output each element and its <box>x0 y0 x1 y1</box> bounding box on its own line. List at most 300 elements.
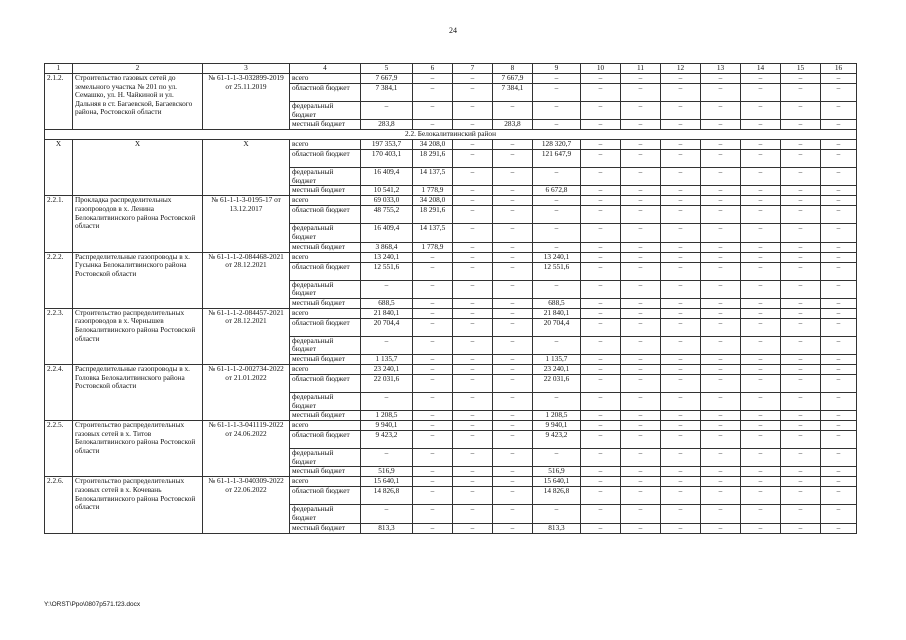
value-cell: – <box>821 308 857 318</box>
table-row <box>45 364 857 374</box>
value-cell: 170 403,1 <box>361 150 413 168</box>
value-cell: – <box>493 421 533 431</box>
value-cell: – <box>621 523 661 533</box>
value-cell: – <box>621 280 661 298</box>
column-number: 9 <box>533 64 581 74</box>
registration-number: № 61-1-1-3-041119-2022 от 24.06.2022 <box>203 421 290 477</box>
value-cell: – <box>621 150 661 168</box>
value-cell: – <box>661 262 701 280</box>
value-cell: – <box>821 168 857 186</box>
value-cell: – <box>581 196 621 206</box>
value-cell: – <box>621 487 661 505</box>
value-cell: – <box>781 477 821 487</box>
value-cell: – <box>413 252 453 262</box>
value-cell: – <box>361 449 413 467</box>
value-cell: – <box>361 505 413 523</box>
value-cell: – <box>621 354 661 364</box>
table-row <box>45 477 857 487</box>
table-row <box>45 252 857 262</box>
registration-number: № 61-1-1-3-032899-2019 от 25.11.2019 <box>203 74 290 130</box>
value-cell: – <box>701 150 741 168</box>
value-cell: – <box>701 487 741 505</box>
value-cell: – <box>581 318 621 336</box>
value-cell: – <box>581 298 621 308</box>
value-cell: – <box>741 252 781 262</box>
value-cell: – <box>581 84 621 102</box>
value-cell: – <box>661 411 701 421</box>
value-cell: – <box>413 392 453 410</box>
value-cell: – <box>741 374 781 392</box>
value-cell: 22 031,6 <box>533 374 581 392</box>
funding-source: областной бюджет <box>290 206 361 224</box>
value-cell: – <box>621 120 661 130</box>
value-cell: – <box>493 336 533 354</box>
value-cell: – <box>821 196 857 206</box>
value-cell: – <box>581 252 621 262</box>
value-cell: – <box>661 84 701 102</box>
value-cell: – <box>701 196 741 206</box>
funding-source: федеральный бюджет <box>290 449 361 467</box>
value-cell: 15 640,1 <box>533 477 581 487</box>
value-cell: – <box>621 392 661 410</box>
value-cell: – <box>413 84 453 102</box>
value-cell: – <box>821 84 857 102</box>
value-cell: 18 291,6 <box>413 150 453 168</box>
value-cell: – <box>701 74 741 84</box>
value-cell: – <box>621 298 661 308</box>
value-cell: 7 667,9 <box>361 74 413 84</box>
value-cell: – <box>453 308 493 318</box>
column-number: 12 <box>661 64 701 74</box>
value-cell: 121 647,9 <box>533 150 581 168</box>
value-cell: – <box>621 467 661 477</box>
value-cell: – <box>453 411 493 421</box>
value-cell: – <box>413 74 453 84</box>
value-cell: – <box>493 477 533 487</box>
value-cell: – <box>361 392 413 410</box>
value-cell: – <box>781 196 821 206</box>
value-cell: – <box>781 411 821 421</box>
value-cell: – <box>741 392 781 410</box>
value-cell: – <box>413 280 453 298</box>
value-cell: – <box>661 224 701 242</box>
funding-source: всего <box>290 364 361 374</box>
value-cell: – <box>453 421 493 431</box>
value-cell: 813,3 <box>361 523 413 533</box>
value-cell: – <box>741 411 781 421</box>
value-cell: – <box>781 84 821 102</box>
value-cell: – <box>581 505 621 523</box>
value-cell: 34 208,0 <box>413 140 453 150</box>
value-cell: 15 640,1 <box>361 477 413 487</box>
value-cell: – <box>701 318 741 336</box>
value-cell: 48 755,2 <box>361 206 413 224</box>
value-cell: – <box>453 186 493 196</box>
value-cell: 34 208,0 <box>413 196 453 206</box>
value-cell: – <box>701 411 741 421</box>
item-number: 2.1.2. <box>45 74 73 130</box>
value-cell: – <box>581 364 621 374</box>
value-cell: – <box>741 336 781 354</box>
value-cell: – <box>453 168 493 186</box>
value-cell: – <box>413 120 453 130</box>
value-cell: – <box>701 186 741 196</box>
funding-source: местный бюджет <box>290 523 361 533</box>
value-cell: – <box>581 140 621 150</box>
value-cell: – <box>701 523 741 533</box>
value-cell: 69 033,0 <box>361 196 413 206</box>
value-cell: – <box>741 523 781 533</box>
value-cell: – <box>493 280 533 298</box>
value-cell: – <box>701 168 741 186</box>
value-cell: – <box>821 140 857 150</box>
value-cell: – <box>741 308 781 318</box>
value-cell: – <box>741 186 781 196</box>
value-cell: – <box>493 140 533 150</box>
value-cell: – <box>661 168 701 186</box>
value-cell: – <box>533 449 581 467</box>
value-cell: – <box>621 102 661 120</box>
value-cell: – <box>701 102 741 120</box>
value-cell: – <box>741 449 781 467</box>
value-cell: – <box>453 392 493 410</box>
value-cell: 9 423,2 <box>361 431 413 449</box>
value-cell: – <box>821 505 857 523</box>
value-cell: – <box>413 421 453 431</box>
value-cell: – <box>493 364 533 374</box>
value-cell: – <box>453 487 493 505</box>
value-cell: – <box>581 421 621 431</box>
value-cell: 21 840,1 <box>533 308 581 318</box>
value-cell: – <box>781 224 821 242</box>
value-cell: – <box>581 523 621 533</box>
column-number: 13 <box>701 64 741 74</box>
value-cell: – <box>701 298 741 308</box>
value-cell: – <box>453 467 493 477</box>
value-cell: 12 551,6 <box>361 262 413 280</box>
value-cell: – <box>533 120 581 130</box>
table-row <box>45 74 857 84</box>
value-cell: – <box>661 74 701 84</box>
value-cell: – <box>413 318 453 336</box>
value-cell: – <box>781 186 821 196</box>
value-cell: – <box>661 120 701 130</box>
value-cell: – <box>781 449 821 467</box>
value-cell: – <box>821 411 857 421</box>
value-cell: – <box>453 120 493 130</box>
funding-source: федеральный бюджет <box>290 224 361 242</box>
funding-source: федеральный бюджет <box>290 102 361 120</box>
value-cell: 516,9 <box>361 467 413 477</box>
value-cell: 197 353,7 <box>361 140 413 150</box>
funding-source: областной бюджет <box>290 487 361 505</box>
value-cell: – <box>453 242 493 252</box>
value-cell: – <box>621 364 661 374</box>
funding-source: всего <box>290 421 361 431</box>
value-cell: – <box>781 523 821 533</box>
value-cell: – <box>701 308 741 318</box>
value-cell: – <box>661 336 701 354</box>
registration-number: № 61-1-1-3-040309-2022 от 22.06.2022 <box>203 477 290 533</box>
value-cell: – <box>453 74 493 84</box>
funding-source: всего <box>290 252 361 262</box>
value-cell: – <box>661 242 701 252</box>
file-path-footer: Y:\ORST\Ppo\0807p571.f23.docx <box>44 601 141 608</box>
value-cell: – <box>413 411 453 421</box>
column-number: 14 <box>741 64 781 74</box>
value-cell: – <box>413 308 453 318</box>
value-cell: – <box>701 120 741 130</box>
value-cell: – <box>661 102 701 120</box>
value-cell: – <box>533 242 581 252</box>
funding-source: всего <box>290 74 361 84</box>
value-cell: – <box>781 280 821 298</box>
value-cell: – <box>493 186 533 196</box>
funding-source: областной бюджет <box>290 84 361 102</box>
value-cell: – <box>533 168 581 186</box>
value-cell: – <box>781 421 821 431</box>
value-cell: – <box>581 336 621 354</box>
funding-source: всего <box>290 140 361 150</box>
value-cell: – <box>741 120 781 130</box>
value-cell: – <box>493 262 533 280</box>
value-cell: – <box>581 411 621 421</box>
funding-source: федеральный бюджет <box>290 168 361 186</box>
value-cell: – <box>701 354 741 364</box>
item-number: 2.2.3. <box>45 308 73 364</box>
value-cell: – <box>701 84 741 102</box>
value-cell: – <box>781 242 821 252</box>
value-cell: – <box>453 374 493 392</box>
value-cell: – <box>621 449 661 467</box>
value-cell: – <box>701 421 741 431</box>
value-cell: – <box>821 120 857 130</box>
value-cell: – <box>413 336 453 354</box>
funding-source: федеральный бюджет <box>290 505 361 523</box>
value-cell: – <box>493 298 533 308</box>
value-cell: – <box>453 252 493 262</box>
registration-number: № 61-1-1-2-084457-2021 от 28.12.2021 <box>203 308 290 364</box>
item-number: X <box>45 140 73 196</box>
value-cell: – <box>581 102 621 120</box>
table-row <box>45 196 857 206</box>
value-cell: – <box>621 318 661 336</box>
value-cell: – <box>701 206 741 224</box>
value-cell: – <box>821 150 857 168</box>
value-cell: – <box>453 84 493 102</box>
value-cell: – <box>493 354 533 364</box>
value-cell: – <box>621 206 661 224</box>
value-cell: – <box>621 336 661 354</box>
value-cell: 20 704,4 <box>361 318 413 336</box>
registration-number: № 61-1-1-2-002734-2022 от 21.01.2022 <box>203 364 290 420</box>
value-cell: – <box>453 224 493 242</box>
value-cell: – <box>821 421 857 431</box>
value-cell: – <box>413 523 453 533</box>
value-cell: – <box>741 206 781 224</box>
value-cell: – <box>741 280 781 298</box>
value-cell: – <box>581 449 621 467</box>
value-cell: – <box>453 354 493 364</box>
value-cell: – <box>621 74 661 84</box>
value-cell: – <box>413 431 453 449</box>
funding-source: местный бюджет <box>290 298 361 308</box>
column-number: 6 <box>413 64 453 74</box>
value-cell: 14 826,8 <box>361 487 413 505</box>
item-number: 2.2.5. <box>45 421 73 477</box>
value-cell: – <box>781 74 821 84</box>
value-cell: – <box>533 505 581 523</box>
object-name: Распределительные газопроводы в х. Гусынка Белокалитвинского района Ростовской области <box>73 252 203 308</box>
value-cell: 128 320,7 <box>533 140 581 150</box>
column-number: 15 <box>781 64 821 74</box>
registration-number: № 61-1-1-2-084468-2021 от 28.12.2021 <box>203 252 290 308</box>
value-cell: – <box>781 168 821 186</box>
value-cell: – <box>493 196 533 206</box>
value-cell: – <box>821 252 857 262</box>
value-cell: – <box>821 186 857 196</box>
value-cell: – <box>493 308 533 318</box>
table-row <box>45 421 857 431</box>
value-cell: – <box>701 242 741 252</box>
column-number: 2 <box>73 64 203 74</box>
value-cell: – <box>661 140 701 150</box>
value-cell: – <box>701 224 741 242</box>
value-cell: – <box>581 431 621 449</box>
value-cell: – <box>741 140 781 150</box>
value-cell: 283,8 <box>493 120 533 130</box>
registration-number: № 61-1-1-3-0195-17 от 13.12.2017 <box>203 196 290 252</box>
value-cell: – <box>821 336 857 354</box>
value-cell: – <box>661 280 701 298</box>
object-name: X <box>73 140 203 196</box>
value-cell: – <box>413 364 453 374</box>
value-cell: – <box>741 242 781 252</box>
value-cell: – <box>741 150 781 168</box>
value-cell: – <box>453 477 493 487</box>
value-cell: – <box>621 224 661 242</box>
value-cell: – <box>453 298 493 308</box>
value-cell: – <box>581 467 621 477</box>
header-row <box>45 64 857 74</box>
funding-source: всего <box>290 477 361 487</box>
value-cell: – <box>661 487 701 505</box>
section-title: 2.2. Белокалитвинский район <box>45 130 857 140</box>
value-cell: 1 135,7 <box>361 354 413 364</box>
value-cell: – <box>621 196 661 206</box>
value-cell: – <box>661 196 701 206</box>
value-cell: 13 240,1 <box>533 252 581 262</box>
value-cell: – <box>781 102 821 120</box>
value-cell: – <box>533 206 581 224</box>
value-cell: 1 778,9 <box>413 186 453 196</box>
value-cell: 14 137,5 <box>413 224 453 242</box>
value-cell: – <box>413 477 453 487</box>
column-number: 3 <box>203 64 290 74</box>
value-cell: – <box>781 505 821 523</box>
funding-source: местный бюджет <box>290 120 361 130</box>
value-cell: – <box>781 392 821 410</box>
value-cell: – <box>413 505 453 523</box>
column-number: 1 <box>45 64 73 74</box>
column-number: 16 <box>821 64 857 74</box>
value-cell: – <box>781 150 821 168</box>
value-cell: – <box>741 298 781 308</box>
value-cell: – <box>741 84 781 102</box>
registration-number: X <box>203 140 290 196</box>
value-cell: – <box>621 477 661 487</box>
value-cell: – <box>413 298 453 308</box>
value-cell: 14 826,8 <box>533 487 581 505</box>
value-cell: – <box>581 224 621 242</box>
value-cell: – <box>581 487 621 505</box>
value-cell: – <box>453 523 493 533</box>
value-cell: – <box>493 467 533 477</box>
value-cell: – <box>821 262 857 280</box>
value-cell: 20 704,4 <box>533 318 581 336</box>
value-cell: – <box>821 354 857 364</box>
value-cell: – <box>661 421 701 431</box>
funding-source: местный бюджет <box>290 242 361 252</box>
funding-source: всего <box>290 196 361 206</box>
table-row <box>45 308 857 318</box>
value-cell: – <box>741 196 781 206</box>
value-cell: – <box>781 364 821 374</box>
value-cell: – <box>701 280 741 298</box>
funding-source: всего <box>290 308 361 318</box>
value-cell: 23 240,1 <box>361 364 413 374</box>
value-cell: 1 135,7 <box>533 354 581 364</box>
value-cell: – <box>493 150 533 168</box>
value-cell: – <box>493 242 533 252</box>
value-cell: – <box>701 431 741 449</box>
value-cell: 10 541,2 <box>361 186 413 196</box>
value-cell: – <box>661 364 701 374</box>
column-number: 8 <box>493 64 533 74</box>
value-cell: – <box>701 336 741 354</box>
value-cell: – <box>781 374 821 392</box>
value-cell: – <box>581 74 621 84</box>
value-cell: – <box>361 102 413 120</box>
value-cell: – <box>493 392 533 410</box>
value-cell: 688,5 <box>361 298 413 308</box>
value-cell: – <box>781 308 821 318</box>
value-cell: – <box>621 242 661 252</box>
value-cell: – <box>453 102 493 120</box>
table-row <box>45 140 857 150</box>
value-cell: – <box>621 252 661 262</box>
value-cell: – <box>821 364 857 374</box>
value-cell: 1 208,5 <box>361 411 413 421</box>
value-cell: – <box>533 392 581 410</box>
value-cell: – <box>533 102 581 120</box>
funding-source: областной бюджет <box>290 262 361 280</box>
value-cell: – <box>453 449 493 467</box>
value-cell: – <box>821 102 857 120</box>
value-cell: – <box>741 421 781 431</box>
value-cell: – <box>493 449 533 467</box>
value-cell: – <box>621 262 661 280</box>
value-cell: – <box>533 280 581 298</box>
item-number: 2.2.6. <box>45 477 73 533</box>
value-cell: – <box>701 392 741 410</box>
value-cell: – <box>581 206 621 224</box>
value-cell: – <box>741 477 781 487</box>
value-cell: 22 031,6 <box>361 374 413 392</box>
funding-source: областной бюджет <box>290 431 361 449</box>
funding-source: областной бюджет <box>290 374 361 392</box>
value-cell: – <box>781 487 821 505</box>
